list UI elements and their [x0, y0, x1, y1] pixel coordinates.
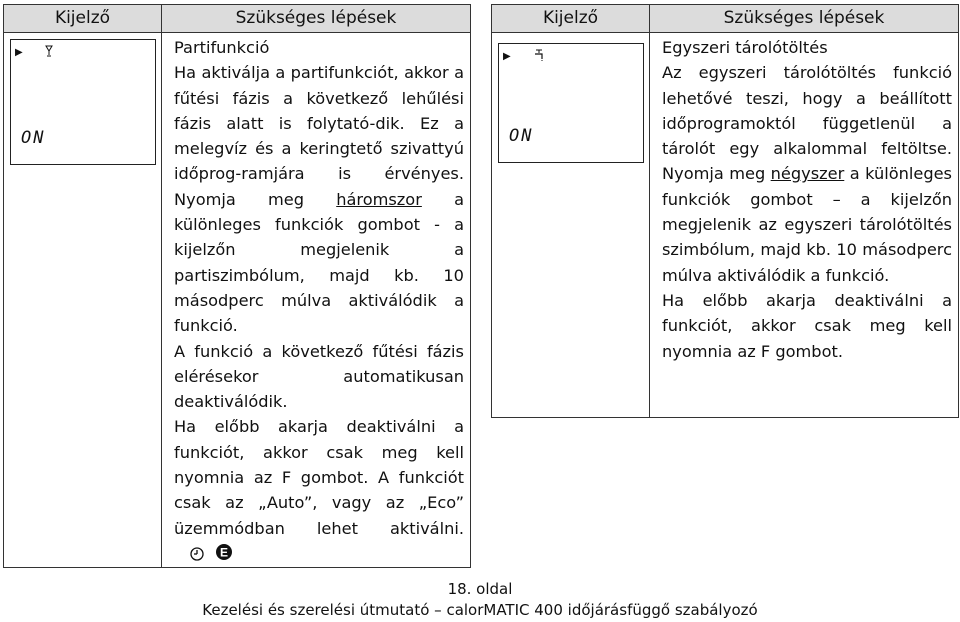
- column-divider: [649, 5, 650, 417]
- press-count: négyszer: [770, 164, 845, 184]
- display-on-text: ON: [21, 128, 46, 148]
- display-panel: [10, 39, 156, 165]
- eco-e-icon: [215, 543, 233, 561]
- hot-water-tap-icon: [533, 49, 545, 63]
- header-steps: Szükséges lépések: [723, 8, 885, 28]
- header-display: Kijelző: [542, 8, 599, 28]
- paragraph-1: Ha aktiválja a partifunkciót, akkor a fűtési fázis a következő lehűlési fázis alatt is folytató-dik. Ez a melegvíz és a keringtető szivattyú időprog-ramjára is érvényes. Nyomja meg háromszor a különleges funkciók gombot - a kijelzőn megjelenik a partiszimbólum, majd kb. 10 másodperc múlva aktiválódik a funkció.: [174, 63, 464, 336]
- clock-icon: [190, 547, 204, 561]
- paragraph-3: Ha előbb akarja deaktiválni a funkciót, akkor csak meg kell nyomnia az F gombot. A funkciót csak az „Auto”, vagy az „Eco” üzemmódban lehet aktiválni. E: [174, 414, 464, 568]
- manual-title: Kezelési és szerelési útmutató – calorMATIC 400 időjárásfüggő szabályozó: [202, 601, 758, 619]
- paragraph-2: Ha előbb akarja deaktiválni a funkciót, akkor csak meg kell nyomnia az F gombot.: [662, 290, 952, 361]
- page-number: 18. oldal: [447, 580, 513, 598]
- function-title: Egyszeri tárolótöltés: [662, 38, 828, 57]
- table-header: [492, 5, 958, 33]
- function-title: Partifunkció: [174, 38, 270, 57]
- steps-text: [174, 35, 464, 568]
- paragraph-2: A funkció a következő fűtési fázis elérésekor automatikusan deaktiválódik.: [174, 341, 464, 412]
- play-arrow-icon: ▶: [15, 47, 23, 58]
- mode-icons: [190, 543, 233, 568]
- table-header: [4, 5, 470, 33]
- press-count: háromszor: [336, 189, 422, 209]
- display-panel: [498, 43, 644, 163]
- paragraph-1: Az egyszeri tárolótöltés funkció lehetővé teszi, hogy a beállított időprogramoktól függetlenül a tárolót egy alkalommal feltöltse. Nyomja meg négyszer a különleges funkciók gombot – a kijelzőn megjelenik az egyszeri tárolótöltés szimbólum, majd kb. 10 másodperc múlva aktiválódik a funkció.: [662, 63, 952, 285]
- column-divider: [161, 5, 162, 567]
- play-arrow-icon: ▶: [503, 51, 511, 62]
- header-display: Kijelző: [54, 8, 111, 28]
- display-on-text: ON: [509, 126, 534, 146]
- header-steps: Szükséges lépések: [235, 8, 397, 28]
- svg-text:E: E: [220, 545, 229, 560]
- partifunkcio-table: [3, 4, 471, 568]
- steps-text: [662, 35, 952, 364]
- party-glass-icon: [45, 45, 53, 59]
- tarolotoltes-table: [491, 4, 959, 418]
